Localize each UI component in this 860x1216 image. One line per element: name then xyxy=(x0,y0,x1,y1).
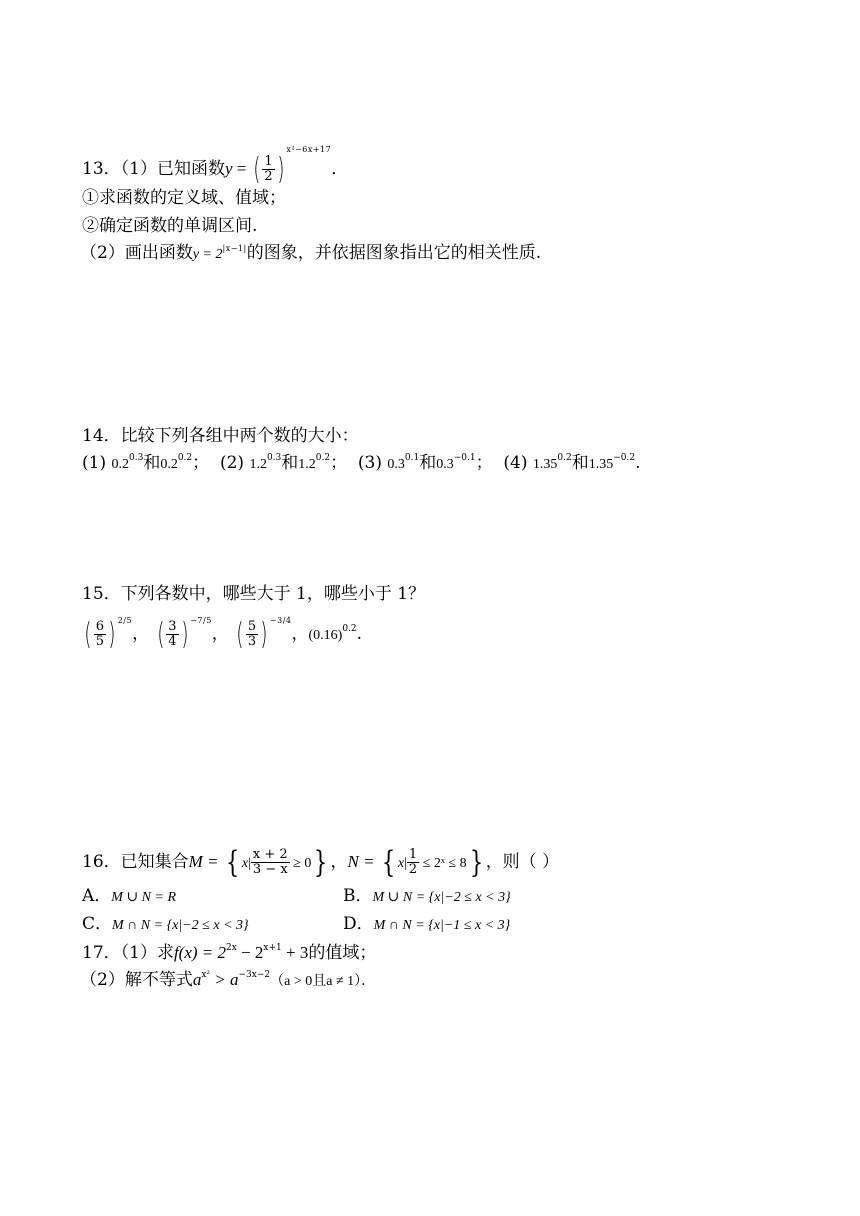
q14-p2-b-exp: 0.2 xyxy=(315,453,331,463)
q17-exp2: x+1 xyxy=(263,943,282,953)
option-label: A． xyxy=(82,886,112,906)
option-text: M ∪ N = R xyxy=(111,890,177,905)
q15-n2-den: 4 xyxy=(168,634,177,649)
q14-stem: 14．比较下列各组中两个数的大小： xyxy=(82,426,359,446)
q15-n1-den: 5 xyxy=(95,634,104,649)
q16-m-def: M = xyxy=(188,852,223,871)
q16-n-den: 2 xyxy=(408,862,418,877)
q14-p2-and: 和 xyxy=(281,453,299,473)
q13-item1: ①求函数的定义域、值域； xyxy=(82,188,286,208)
q16-comma: ， xyxy=(330,852,348,872)
q16-n-var: x xyxy=(397,856,405,871)
left-paren: ( xyxy=(236,616,244,652)
q13-func2: y = 2 xyxy=(192,247,223,262)
q13-func2-exp: |x−1| xyxy=(222,244,247,253)
right-paren: ) xyxy=(180,616,188,652)
q16-option-d[interactable] xyxy=(343,913,510,937)
q16-n-num: 1 xyxy=(408,847,418,862)
q14-p3-b-exp: −0.1 xyxy=(453,453,476,463)
q14-p2-a-exp: 0.3 xyxy=(266,453,282,463)
right-paren: ) xyxy=(108,616,116,652)
q14-p4-a: 1.35 xyxy=(532,457,558,472)
q17-ineq-exp1: x² xyxy=(201,970,211,980)
bar-symbol: | xyxy=(248,856,251,871)
q16-stem xyxy=(82,842,559,884)
q14-p4-end: . xyxy=(635,453,641,473)
q14-p1-and: 和 xyxy=(143,453,161,473)
q16-n-fraction xyxy=(407,848,419,877)
q14-p1-label: (1) xyxy=(82,453,112,473)
q17-func: f(x) = 2 xyxy=(173,943,227,962)
q16-m-fraction xyxy=(251,848,290,877)
q14-p1-a: 0.2 xyxy=(111,457,129,472)
left-paren: ( xyxy=(84,616,92,652)
q15-numbers xyxy=(82,614,362,656)
q17-part2 xyxy=(80,969,375,993)
q17-tail: + 3 xyxy=(281,943,309,962)
q13-part1 xyxy=(82,145,349,187)
q13-number: 13． xyxy=(82,159,121,179)
q14-p4-b: 1.35 xyxy=(588,457,614,472)
q17-mid: − 2 xyxy=(236,943,264,962)
left-paren: ( xyxy=(252,151,260,187)
q13-func-y: y xyxy=(224,159,233,178)
q14-p1-b: 0.2 xyxy=(160,457,178,472)
q14-p2-sep: ； xyxy=(330,453,348,473)
q13-part2-suffix: 的图象，并依据图象指出它的相关性质. xyxy=(246,243,542,263)
q17-condition: （a > 0且a ≠ 1）． xyxy=(270,974,376,989)
q15-n2-num: 3 xyxy=(168,619,177,634)
right-brace: } xyxy=(314,844,328,880)
q14-p2-a: 1.2 xyxy=(249,457,267,472)
q13-eq: = xyxy=(232,159,251,178)
right-brace: } xyxy=(469,844,483,880)
q15-sep: ， xyxy=(291,624,309,644)
q16-stem-prefix: 16．已知集合 xyxy=(82,852,189,872)
option-label: B． xyxy=(343,886,373,906)
q13-part2 xyxy=(80,242,541,266)
q16-n-cond: ≤ 2ˣ ≤ 8 xyxy=(419,856,467,871)
right-paren: ) xyxy=(276,151,284,187)
q16-m-den: 3 − x xyxy=(252,862,288,877)
q13-base-num: 1 xyxy=(264,154,273,169)
q16-stem-suffix: ，则（ ） xyxy=(485,852,560,872)
q15-n4-exp: 0.2 xyxy=(342,624,357,634)
q14-p1-sep: ； xyxy=(192,453,210,473)
option-label: D． xyxy=(343,914,374,934)
q13-part1-end: ． xyxy=(331,159,349,179)
q14-p1-b-exp: 0.2 xyxy=(177,453,193,463)
q15-n3-num: 5 xyxy=(247,619,257,634)
q15-n3-exp: −3/4 xyxy=(269,616,292,625)
q17-part1-prefix: 17．（1）求 xyxy=(82,943,174,963)
q15-n1-fraction xyxy=(94,620,106,649)
q16-option-c[interactable] xyxy=(82,913,249,937)
q14-p2-b: 1.2 xyxy=(298,457,316,472)
q14-p4-and: 和 xyxy=(571,453,589,473)
left-paren: ( xyxy=(156,616,164,652)
q14-p3-label: (3) xyxy=(357,453,388,473)
q17-part1 xyxy=(82,942,376,964)
q15-n4: (0.16) xyxy=(308,628,343,643)
q17-ineq-gt: > a xyxy=(210,970,239,989)
q13-exponent: x²−6x+17 xyxy=(286,145,332,154)
left-brace: { xyxy=(381,844,395,880)
q14-p3-sep: ； xyxy=(475,453,493,473)
left-brace: { xyxy=(225,844,240,880)
option-label: C． xyxy=(82,914,113,934)
option-text: M ∩ N = {x|−2 ≤ x < 3} xyxy=(112,918,249,933)
q17-part2-prefix: （2）解不等式 xyxy=(80,970,193,990)
q15-sep: ， xyxy=(132,624,150,644)
q14-parts xyxy=(82,452,640,476)
q16-m-num: x + 2 xyxy=(252,847,288,862)
q17-ineq-a: a xyxy=(192,970,202,989)
q13-base-fraction xyxy=(262,155,274,184)
q14-p1-a-exp: 0.3 xyxy=(128,453,144,463)
q14-p3-a-exp: 0.1 xyxy=(404,453,420,463)
q14-p3-b: 0.3 xyxy=(436,457,454,472)
q15-sep: ， xyxy=(211,624,229,644)
q16-option-a[interactable] xyxy=(82,885,176,909)
q15-stem: 15．下列各数中，哪些大于 1，哪些小于 1？ xyxy=(82,584,426,604)
q14-p4-label: (4) xyxy=(503,453,533,473)
q15-n2-fraction xyxy=(166,620,178,649)
bar-symbol: | xyxy=(404,856,407,871)
q16-n-def: N = xyxy=(347,852,379,871)
q14-p4-b-exp: −0.2 xyxy=(613,453,636,463)
q15-n1-num: 6 xyxy=(95,619,104,634)
q16-m-cond: ≥ 0 xyxy=(289,856,312,871)
q16-option-b[interactable] xyxy=(343,885,511,909)
q15-n3-den: 3 xyxy=(247,634,257,649)
q15-n2-exp: −7/5 xyxy=(190,616,212,625)
q15-n1-exp: 2/5 xyxy=(117,616,133,625)
q16-m-var: x xyxy=(241,856,249,871)
q13-base-den: 2 xyxy=(264,169,273,184)
q13-item2: ②确定函数的单调区间. xyxy=(82,216,258,236)
q13-part1-prefix: （1）已知函数 xyxy=(120,159,225,179)
q14-p3-and: 和 xyxy=(419,453,437,473)
q14-p3-a: 0.3 xyxy=(387,457,405,472)
option-text: M ∪ N = {x|−2 ≤ x < 3} xyxy=(372,890,511,905)
q17-exp1: 2x xyxy=(226,943,237,953)
q14-p2-label: (2) xyxy=(219,453,250,473)
q17-ineq-exp2: −3x−2 xyxy=(238,970,271,980)
q15-n3-fraction xyxy=(246,620,258,649)
option-text: M ∩ N = {x|−1 ≤ x < 3} xyxy=(373,918,511,933)
q17-part1-suffix: 的值域； xyxy=(308,943,377,963)
q14-p4-a-exp: 0.2 xyxy=(557,453,572,463)
q13-part2-prefix: （2）画出函数 xyxy=(80,243,193,263)
right-paren: ) xyxy=(260,616,268,652)
q15-end: . xyxy=(356,624,363,644)
